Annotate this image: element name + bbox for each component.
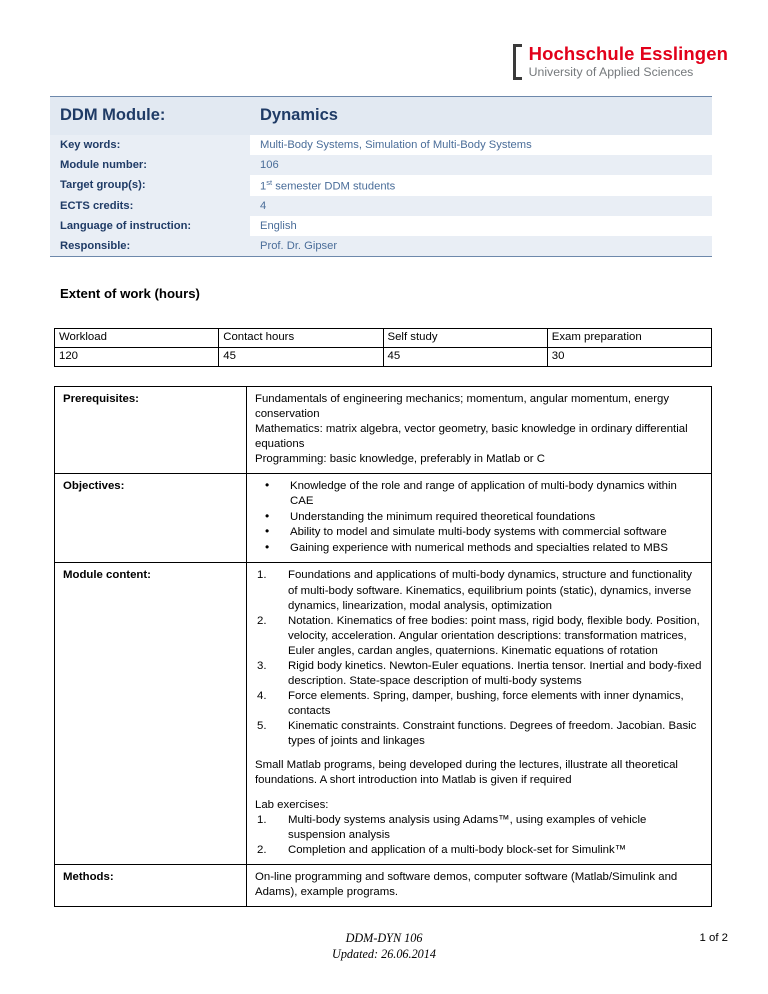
col-header-contact-hours: Contact hours	[219, 329, 383, 348]
table-row	[50, 196, 712, 216]
target-group-ordinal-prefix: 1	[260, 180, 267, 193]
prerequisites-row	[55, 387, 712, 474]
extent-of-work-heading: Extent of work (hours)	[60, 286, 200, 301]
language-label: Language of instruction:	[50, 216, 250, 236]
objectives-row	[55, 474, 712, 563]
module-content-label: Module content:	[55, 563, 247, 865]
target-group-value	[250, 175, 712, 197]
list-item: Notation. Kinematics of free bodies: point mass, rigid body, flexible body. Position, velocity, acceleration. Angular orientation descriptions: transformation matrices, Euler angles, cardan angles, quaternions. Kinematic equations of rotation	[288, 614, 700, 657]
logo-text	[529, 44, 728, 80]
objectives-list	[255, 479, 703, 556]
keywords-value: Multi-Body Systems, Simulation of Multi-Body Systems	[250, 135, 712, 155]
list-item: • Ability to model and simulate multi-body systems with commercial software	[255, 525, 703, 540]
col-header-exam-preparation: Exam preparation	[547, 329, 711, 348]
footer-updated-date: Updated: 26.06.2014	[332, 947, 436, 962]
ects-credits-label: ECTS credits:	[50, 196, 250, 216]
lab-exercises-list	[255, 813, 703, 858]
table-row	[50, 155, 712, 175]
target-group-label: Target group(s):	[50, 175, 250, 197]
table-row	[55, 347, 712, 366]
methods-label: Methods:	[55, 865, 247, 907]
module-header-table	[50, 96, 712, 257]
cell-exam-preparation: 30	[547, 347, 711, 366]
keywords-label: Key words:	[50, 135, 250, 155]
list-item: Force elements. Spring, damper, bushing, force elements with inner dynamics, contacts	[288, 689, 684, 717]
module-title-label: DDM Module:	[50, 97, 250, 135]
prerequisites-body	[247, 387, 712, 474]
module-content-list	[255, 568, 703, 749]
footer-page-number: 1 of 2	[699, 932, 728, 944]
methods-row	[55, 865, 712, 907]
cell-workload: 120	[55, 347, 219, 366]
module-title-value: Dynamics	[250, 97, 712, 135]
responsible-value: Prof. Dr. Gipser	[250, 236, 712, 257]
col-header-workload: Workload	[55, 329, 219, 348]
table-row	[50, 236, 712, 257]
prerequisites-line: Fundamentals of engineering mechanics; momentum, angular momentum, energy conservation	[255, 393, 670, 421]
logo-title: Hochschule Esslingen	[528, 43, 728, 64]
module-content-row	[55, 563, 712, 865]
list-item: • Knowledge of the role and range of application of multi-body dynamics within CAE	[255, 479, 703, 509]
table-row	[50, 175, 712, 197]
methods-body: On-line programming and software demos, computer software (Matlab/Simulink and Adams), example programs.	[247, 865, 712, 907]
prerequisites-line: Programming: basic knowledge, preferably in Matlab or C	[255, 453, 545, 466]
cell-self-study: 45	[383, 347, 547, 366]
target-group-text: semester DDM students	[272, 180, 396, 193]
list-item: • Understanding the minimum required theoretical foundations	[255, 510, 703, 525]
extent-of-work-table	[54, 328, 712, 367]
module-content-note: Small Matlab programs, being developed during the lectures, illustrate all theoretical foundations. A short introduction into Matlab is given if required	[255, 759, 678, 787]
module-number-value: 106	[250, 155, 712, 175]
prerequisites-label: Prerequisites:	[55, 387, 247, 474]
university-logo	[513, 44, 728, 80]
lab-exercises-heading: Lab exercises:	[255, 799, 329, 812]
responsible-label: Responsible:	[50, 236, 250, 257]
table-header-row	[55, 329, 712, 348]
col-header-self-study: Self study	[383, 329, 547, 348]
prerequisites-line: Mathematics: matrix algebra, vector geometry, basic knowledge in ordinary differential equations	[255, 423, 688, 451]
module-number-label: Module number:	[50, 155, 250, 175]
logo-bracket-icon	[513, 44, 522, 80]
module-content-body	[247, 563, 712, 865]
cell-contact-hours: 45	[219, 347, 383, 366]
list-item: • Gaining experience with numerical methods and specialties related to MBS	[255, 541, 703, 556]
table-row	[50, 216, 712, 236]
list-item: Multi-body systems analysis using Adams™, using examples of vehicle suspension analysis	[288, 814, 647, 842]
logo-subtitle: University of Applied Sciences	[528, 65, 694, 80]
footer-document-info	[0, 930, 768, 963]
module-description-table	[54, 386, 712, 907]
list-item: Foundations and applications of multi-body dynamics, structure and functionality of multi-body software. Kinematics, equilibrium points (static), dynamics, inverse dynamics, linearization, modal analysis, optimization	[288, 569, 692, 612]
table-row	[50, 135, 712, 155]
page-footer	[0, 930, 768, 986]
ects-credits-value: 4	[250, 196, 712, 216]
language-value: English	[250, 216, 712, 236]
list-item: Completion and application of a multi-body block-set for Simulink™	[288, 844, 627, 857]
objectives-body	[247, 474, 712, 563]
footer-doc-code: DDM-DYN 106	[345, 931, 423, 945]
module-title-row	[50, 97, 712, 135]
list-item: Kinematic constraints. Constraint functions. Degrees of freedom. Jacobian. Basic types of joints and linkages	[288, 719, 697, 747]
list-item: Rigid body kinetics. Newton-Euler equations. Inertia tensor. Inertial and body-fixed description. State-space description of multi-body systems	[288, 659, 702, 687]
objectives-label: Objectives:	[55, 474, 247, 563]
target-group-ordinal-suffix: st	[266, 177, 273, 187]
